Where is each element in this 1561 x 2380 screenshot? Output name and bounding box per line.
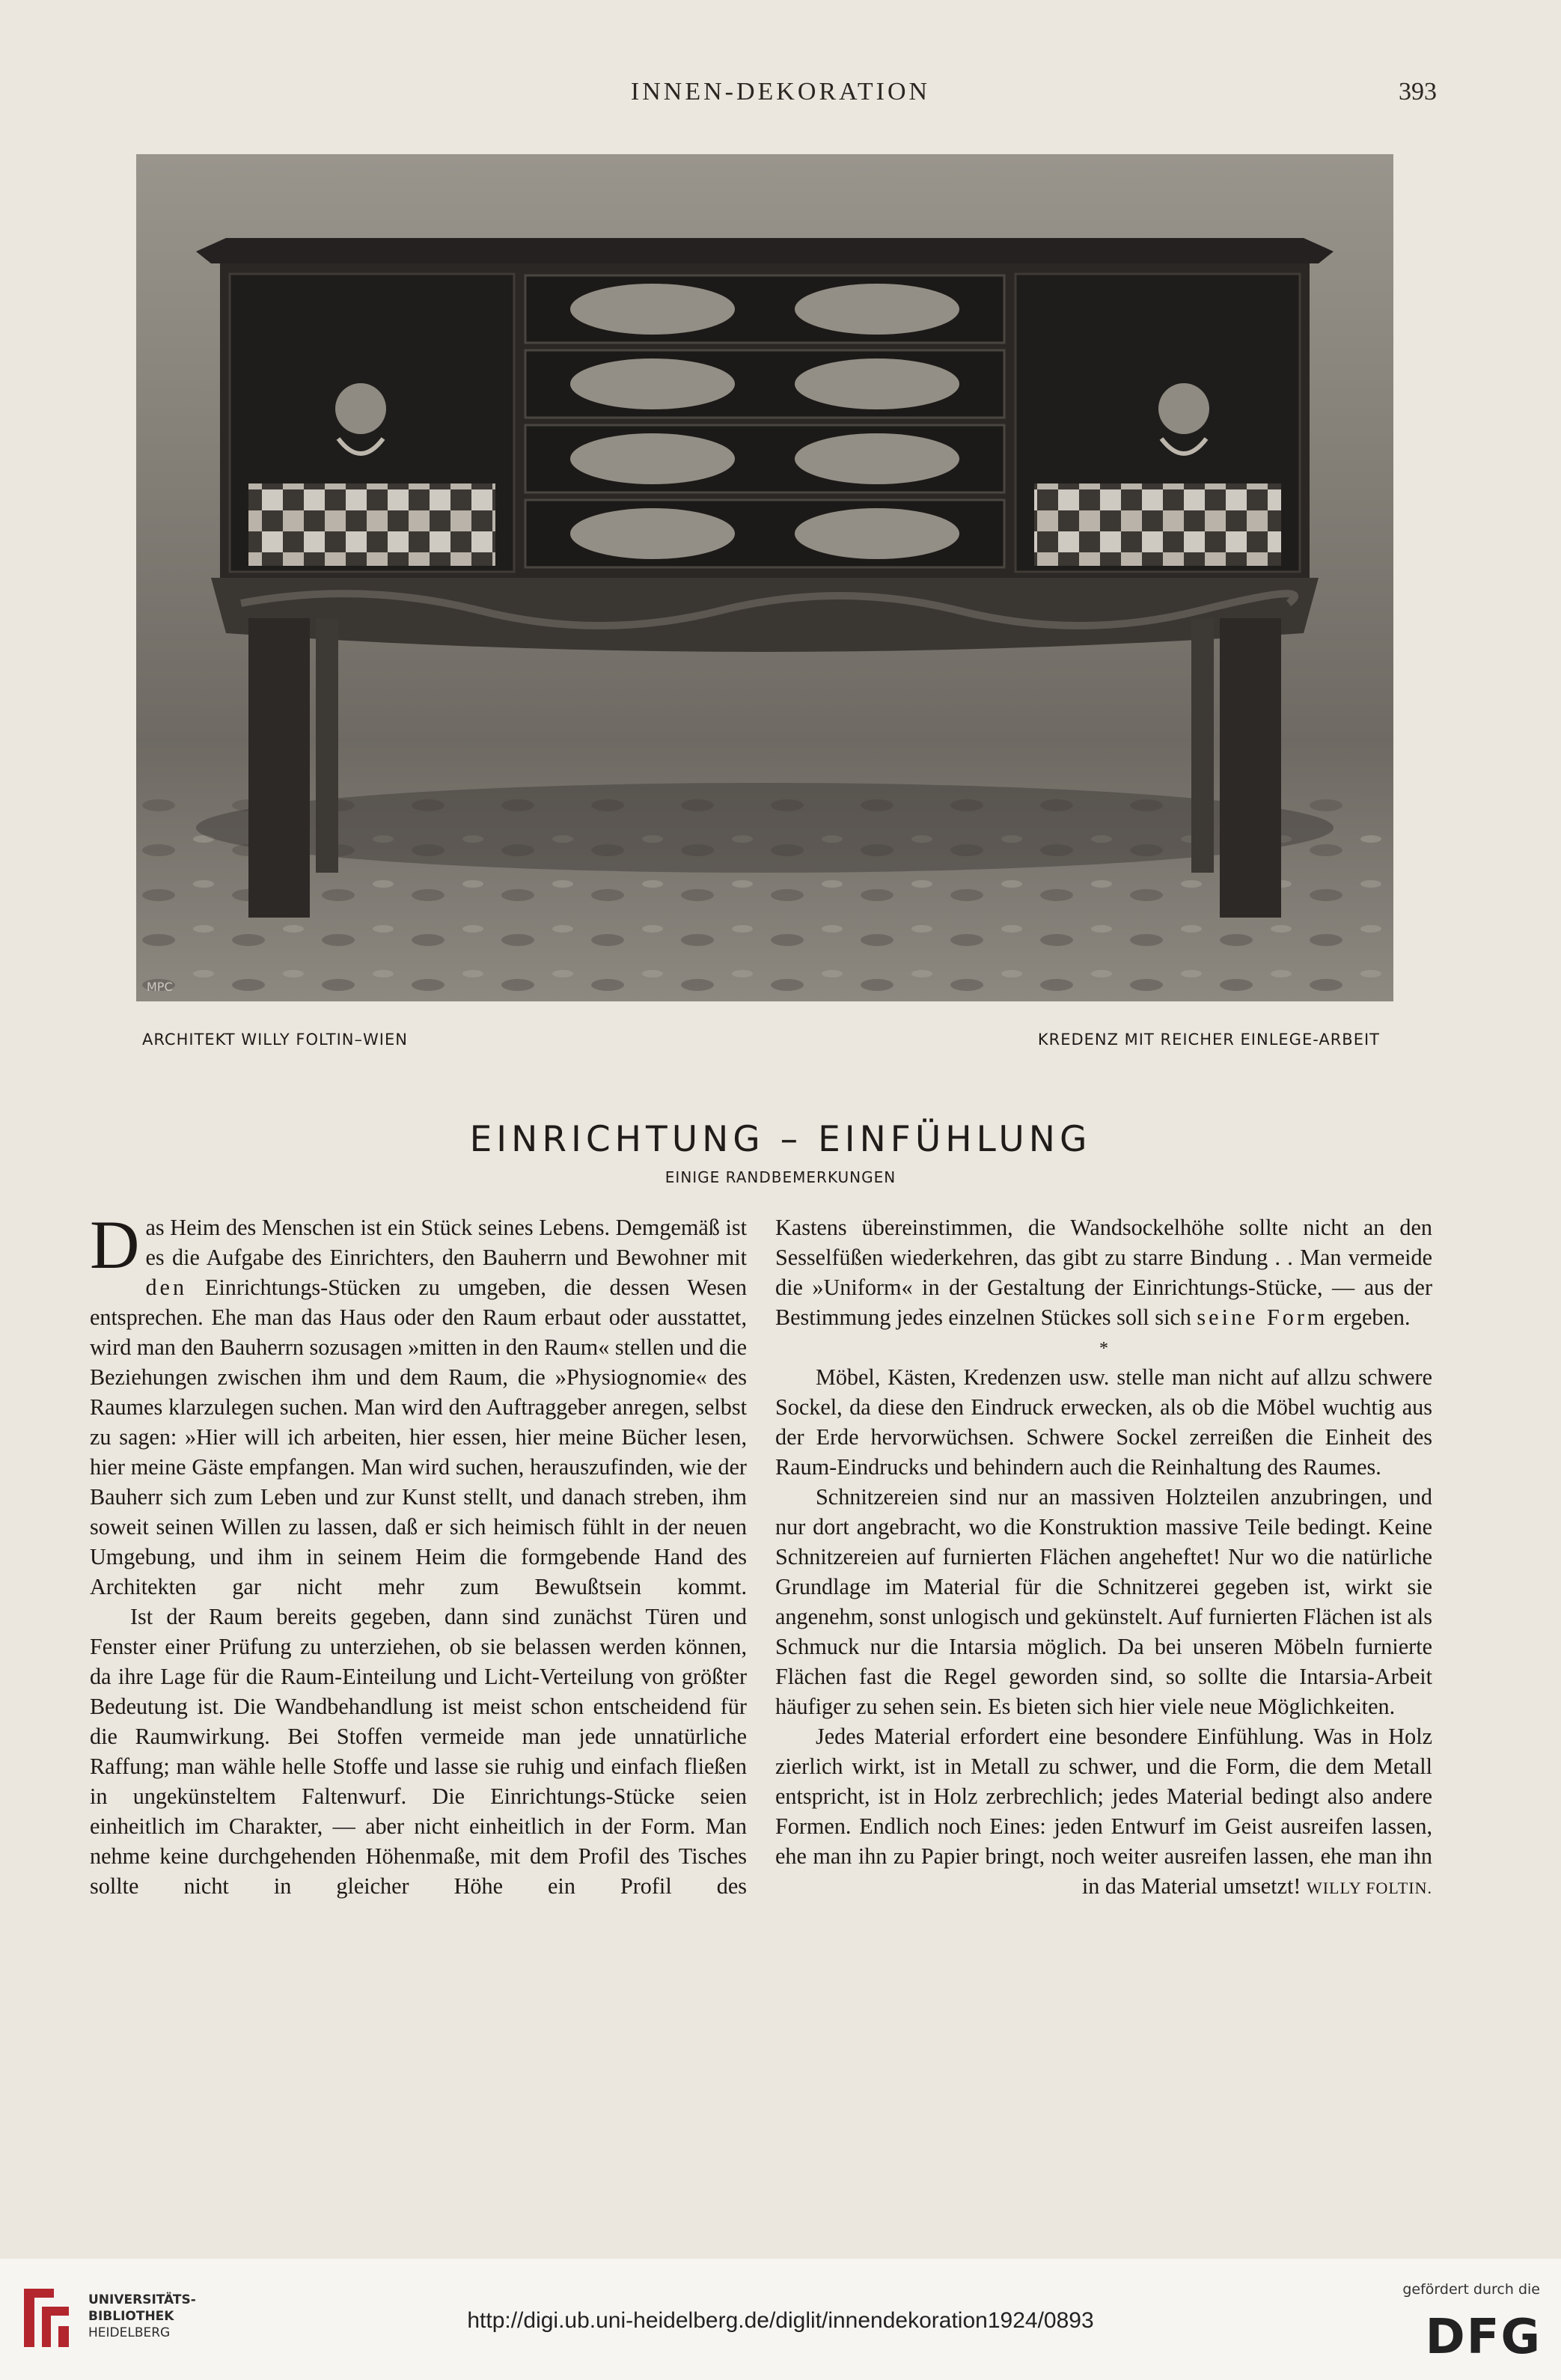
photo-caption-title: KREDENZ MIT REICHER EINLEGE-ARBEIT [1037, 1031, 1380, 1049]
running-header: INNEN-DEKORATION [630, 78, 931, 106]
source-url-link[interactable]: http://digi.ub.uni-heidelberg.de/diglit/innendekoration1924/0893 [467, 2308, 1094, 2333]
emphasized-word: den [145, 1275, 188, 1300]
paragraph-text: Einrichtungs-Stücken zu umgeben, die dessen Wesen entsprechen. Ehe man das Haus oder den Raum erbaut oder ausstattet, wird man den Bauherrn sozusagen »mitten in den Raum« stellen und die Beziehungen zwischen ihm und dem Raum, die »Physiognomie« des Raumes klarzulegen suchen. Man wird den Auftraggeber anregen, selbst zu sagen: »Hier will ich arbeiten, hier essen, hier meine Bücher lesen, hier meine Gäste empfangen. Man wird suchen, herauszufinden, wie der Bauherr sich zum Leben und zur Kunst stellt, und danach streben, ihm soweit seinen Willen zu lassen, daß er sich heimisch fühlt in der neuen Umgebung, und ihm in seinem Heim die formgebende Hand des Architekten gar nicht mehr zum Bewußtsein kommt. [90, 1275, 747, 1599]
text-column-right [775, 1212, 1432, 1903]
paragraph-text: ergeben. [1328, 1305, 1411, 1330]
emphasized-phrase: seine Form [1197, 1305, 1328, 1330]
library-name-line: HEIDELBERG [88, 2325, 171, 2340]
dfg-logo: DFG [1425, 2310, 1542, 2365]
author-signature: WILLY FOLTIN. [1306, 1879, 1432, 1897]
library-name-line: UNIVERSITÄTS- [88, 2292, 196, 2307]
library-name-line: BIBLIOTHEK [88, 2309, 174, 2324]
text-column-left [90, 1206, 747, 1901]
paragraph: Möbel, Kästen, Kredenzen usw. stelle man nicht auf allzu schwere Sockel, da diese den Eindruck erwecken, als ob die Möbel wuchtig aus der Erde hervorwüchsen. Schwere Sockel zerreißen die Einheit des Raum-Eindrucks und behindern auch die Reinhaltung des Raumes. [775, 1364, 1432, 1480]
article-title: EINRICHTUNG – EINFÜHLUNG [469, 1119, 1092, 1160]
article-subtitle: EINIGE RANDBEMERKUNGEN [665, 1168, 896, 1186]
paragraph-text: Jedes Material erfordert eine besondere Einfühlung. Was in Holz zierlich wirkt, ist in Metall zu schwer, und die Form, die dem Metall entspricht, ist in Holz zerbrechlich; jedes Material bedingt also andere Formen. Endlich noch Eines: jeden Entwurf im Geist ausreifen lassen, ehe man ihn zu Papier bringt, noch weiter ausreifen lassen, ehe man ihn in das Material umsetzt! [775, 1724, 1432, 1899]
paragraph [775, 1212, 1432, 1332]
page-number: 393 [1399, 78, 1437, 106]
photo-mark: MPC [147, 980, 173, 994]
section-divider: * [1099, 1339, 1108, 1358]
digitization-footer [0, 2259, 1561, 2380]
paragraph: Ist der Raum bereits gegeben, dann sind zunächst Türen und Fenster einer Prüfung zu unterziehen, ob sie belassen werden können, da ihre Lage für die Raum-Einteilung und Licht-Verteilung von größter Bedeutung ist. Die Wandbehandlung ist meist schon entscheidend für die Raumwirkung. Bei Stoffen vermeide man jede unnatürliche Raffung; man wähle helle Stoffe und lasse sie ruhig und einfach fließen in ungekünsteltem Faltenwurf. Die Einrichtungs-Stücke seien einheitlich im Charakter, — aber nicht einheitlich in der Form. Man nehme keine durchgehenden Höhenmaße, mit dem Profil des Tisches sollte nicht in gleicher Höhe ein Profil des [90, 1604, 747, 1899]
sideboard-illustration [136, 154, 1393, 1001]
photo-caption-architect: ARCHITEKT WILLY FOLTIN–WIEN [142, 1031, 408, 1049]
funding-note: gefördert durch die [1402, 2281, 1540, 2298]
drop-capital: D [90, 1206, 140, 1283]
paragraph-text: as Heim des Menschen ist ein Stück seines Lebens. Demgemäß ist es die Aufgabe des Einrichters, den Bauherrn und Bewohner mit [145, 1215, 747, 1270]
paragraph [90, 1206, 747, 1602]
paragraph [775, 1721, 1432, 1903]
furniture-photograph [136, 154, 1393, 1001]
paragraph-text: Kastens übereinstimmen, die Wandsockelhöhe sollte nicht an den Sesselfüßen wiederkehren, das gibt zu starre Bindung . . Man vermeide die »Uniform« in der Gestaltung der Einrichtungs-Stücke, — aus der Bestimmung jedes einzelnen Stückes soll sich [775, 1215, 1432, 1330]
paragraph: Schnitzereien sind nur an massiven Holzteilen anzubringen, und nur dort angebracht, wo die Konstruktion massive Teile bedingt. Keine Schnitzereien auf furnierten Flächen angeheftet! Nur wo die natürliche Grundlage im Material für die Schnitzerei gegeben ist, wirkt sie angenehm, sonst unlogisch und gekünstelt. Auf furnierten Flächen ist als Schmuck nur die Intarsia möglich. Da bei unseren Möbeln furnierte Flächen fast die Regel geworden sind, so sollte die Intarsia-Arbeit häufiger zu sehen sein. Es bieten sich hier viele neue Möglichkeiten. [775, 1484, 1432, 1719]
